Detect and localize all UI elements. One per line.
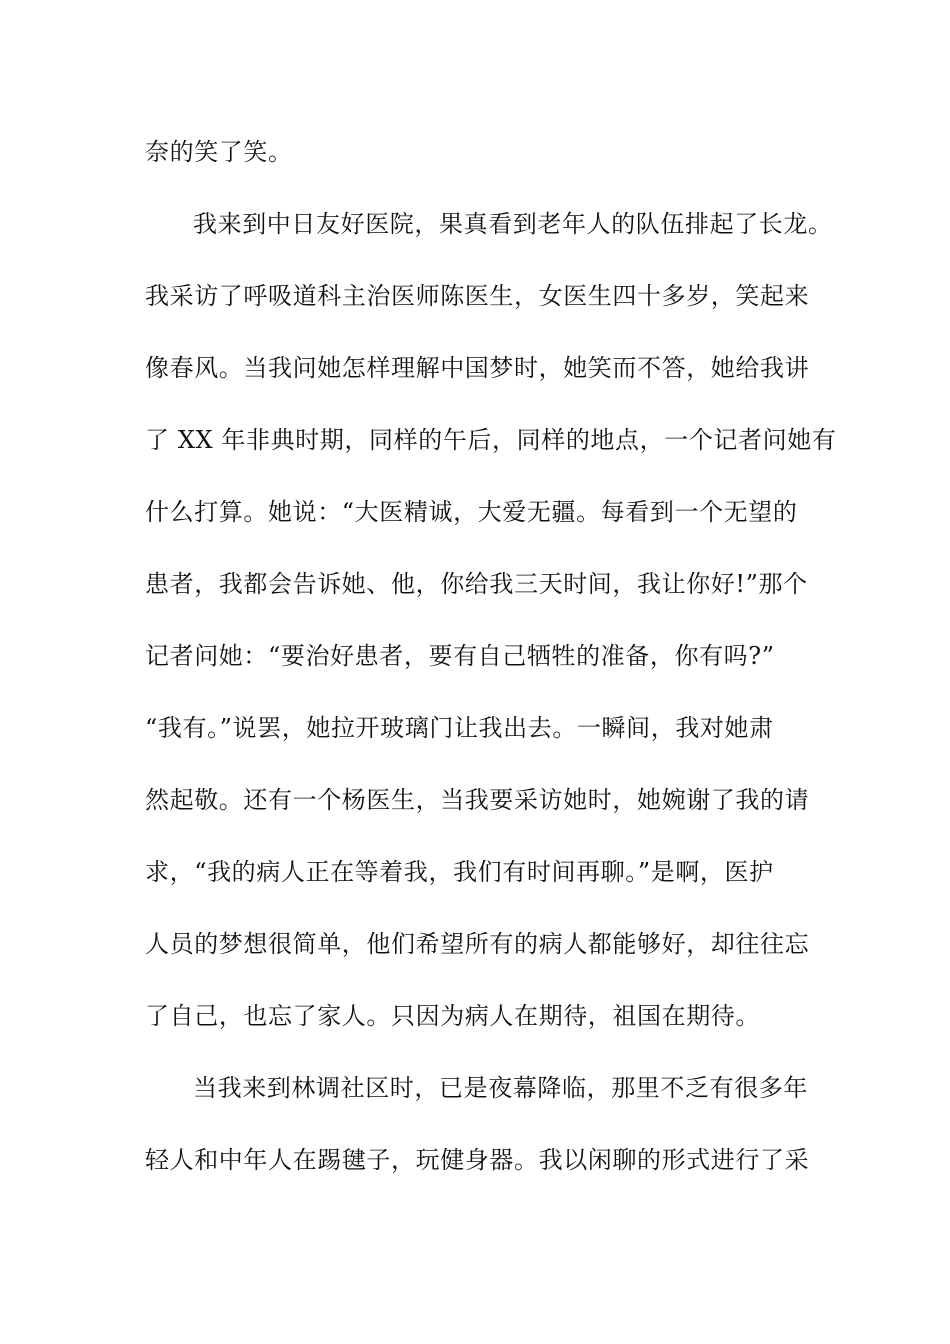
paragraph-start-line: 当我来到林调社区时，已是夜幕降临，那里不乏有很多年 xyxy=(193,1074,808,1102)
text-line: 记者问她：“要治好患者，要有自己牺牲的准备，你有吗?” xyxy=(145,642,775,670)
text-line: 我采访了呼吸道科主治医师陈医生，女医生四十多岁，笑起来 xyxy=(145,282,810,310)
text-line: 奈的笑了笑。 xyxy=(145,138,293,166)
text-line: 患者，我都会告诉她、他，你给我三天时间，我让你好!”那个 xyxy=(145,570,808,598)
text-line: 求，“我的病人正在等着我，我们有时间再聊。”是啊，医护 xyxy=(145,858,774,886)
text-line: 什么打算。她说：“大医精诚，大爱无疆。每看到一个无望的 xyxy=(145,498,798,526)
document-body xyxy=(145,128,837,1208)
paragraph-start-line: 我来到中日友好医院，果真看到老年人的队伍排起了长龙。 xyxy=(193,210,833,238)
text-line: 像春风。当我问她怎样理解中国梦时，她笑而不答，她给我讲 xyxy=(145,354,810,382)
text-line: 了自己，也忘了家人。只因为病人在期待，祖国在期待。 xyxy=(145,1002,760,1030)
text-line: “我有。”说罢，她拉开玻璃门让我出去。一瞬间，我对她肃 xyxy=(145,714,774,742)
text-line: 人员的梦想很简单，他们希望所有的病人都能够好，却往往忘 xyxy=(145,930,810,958)
text-line: 了 XX 年非典时期，同样的午后，同样的地点，一个记者问她有 xyxy=(145,426,837,454)
text-line: 然起敬。还有一个杨医生，当我要采访她时，她婉谢了我的请 xyxy=(145,786,810,814)
text-line: 轻人和中年人在踢毽子，玩健身器。我以闲聊的形式进行了采 xyxy=(145,1146,810,1174)
